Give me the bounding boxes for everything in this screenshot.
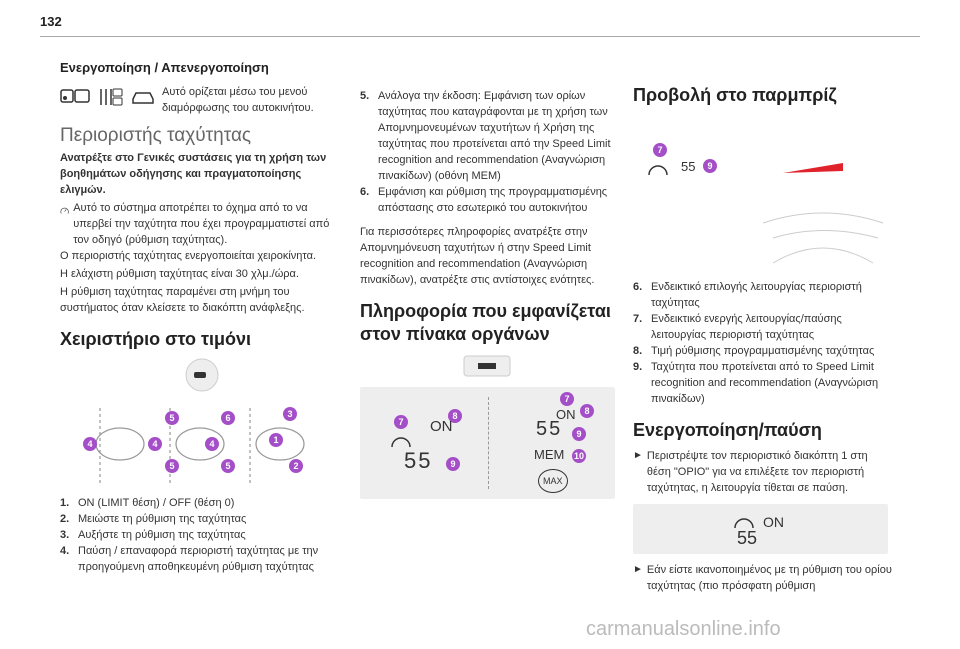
panel-on-label-2: ON <box>556 407 576 422</box>
activation-text: Αυτό ορίζεται μέσω του μενού διαμόρφωσης του αυτοκινήτου. <box>162 86 314 114</box>
watermark: carmanualsonline.info <box>586 618 781 640</box>
heading-activation-pause: Ενεργοποίηση/παύση <box>633 420 822 440</box>
steering-list <box>60 495 345 575</box>
svg-text:4: 4 <box>87 439 93 449</box>
heading-activation: Ενεργοποίηση / Απενεργοποίηση <box>60 60 269 75</box>
svg-text:4: 4 <box>209 439 215 449</box>
pause-panel <box>633 504 888 554</box>
settings-menu-icon <box>98 86 124 108</box>
instrument-panel-display <box>360 387 615 499</box>
body-text-4: Η ρύθμιση ταχύτητας παραμένει στη μνήμη του συστήματος όταν κλείσετε το διακόπτη ανάφλεξης. <box>60 286 305 314</box>
list-item: 9. Ταχύτητα που προτείνεται από το Speed Limit recognition and recommendation (Αναγνώριση πινακίδων) <box>633 361 879 405</box>
body-text-1: Αυτό το σύστημα αποτρέπει το όχημα από το να υπερβεί την ταχύτητα που έχει προγραμματιστεί από τον οδηγό (ρύθμιση ταχύτητας). <box>73 202 330 246</box>
instrument-panel-icon <box>360 352 615 382</box>
pause-block <box>633 448 893 496</box>
list-item: 4. Παύση / επαναφορά περιοριστή ταχύτητας με την προηγούμενη αποθηκευμένη ρύθμιση ταχύτητας <box>60 545 319 573</box>
panel-speed-value: 55 <box>404 448 433 473</box>
callout-8: 8 <box>580 404 594 418</box>
arrow-icon: ► <box>633 564 643 575</box>
steering-control-diagram <box>60 400 345 484</box>
dashboard-icon <box>60 86 92 108</box>
heading-steering-control: Χειριστήριο στο τιμόνι <box>60 329 252 349</box>
column-1 <box>60 50 345 575</box>
steering-wheel-icon <box>60 357 345 395</box>
panel-mem-label: MEM <box>534 447 565 462</box>
heading-speed-limiter: Περιοριστής ταχύτητας <box>60 125 252 146</box>
pause-on-label: ON <box>763 514 784 530</box>
list-item: 3. Αυξήστε τη ρύθμιση της ταχύτητας <box>60 529 246 541</box>
callout-8: 8 <box>448 409 462 423</box>
callout-9: 9 <box>446 457 460 471</box>
callout-9: 9 <box>572 427 586 441</box>
header-rule <box>40 36 920 37</box>
panel-max-label: MAX <box>538 469 568 493</box>
list-item: 6. Ενδεικτικό επιλογής λειτουργίας περιοριστή ταχύτητας <box>633 281 862 309</box>
list-item: 5. Ανάλογα την έκδοση: Εμφάνιση των ορίων ταχύτητας που καταγράφονται με τη χρήση των Απομνημονευμένων ταχυτήτων ή Χρήση της ταχύτητας που προτείνεται από την Speed Limit recognition and recommendation (Αναγνώριση πινακίδων) (οθόνη MEM) <box>360 90 611 182</box>
callout-10: 10 <box>573 451 584 461</box>
hud-speed-value: 55 <box>681 159 696 174</box>
svg-text:1: 1 <box>273 435 279 445</box>
speed-limiter-icon <box>60 200 69 222</box>
pause-text: Περιστρέψτε τον περιοριστικό διακόπτη 1 στη θέση "OPIO" για να επιλέξετε τον περιοριστή ταχύτητας, η λειτουργία τίθεται σε παύση. <box>646 450 868 494</box>
limiter-block <box>60 200 345 248</box>
menu-icons <box>60 86 156 108</box>
callout-7: 7 <box>653 143 667 157</box>
page-number: 132 <box>40 14 62 29</box>
column-3 <box>633 50 893 594</box>
list-item: 7. Ενδεικτικό ενεργής λειτουργίας/παύσης λειτουργίας περιοριστή ταχύτητας <box>633 313 842 341</box>
heading-windscreen-display: Προβολή στο παρμπρίζ <box>633 85 837 105</box>
last-block <box>633 562 893 594</box>
callout-7: 7 <box>394 415 408 429</box>
arrow-icon: ► <box>633 450 643 461</box>
callout-7: 7 <box>560 392 574 406</box>
limiter-gauge-icon <box>390 431 412 449</box>
list-item: 1. ON (LIMIT θέση) / OFF (θέση 0) <box>60 497 235 509</box>
column-2 <box>360 50 615 499</box>
svg-text:6: 6 <box>225 413 231 423</box>
panel-on-label: ON <box>430 418 453 435</box>
panel-speed-value-2: 55 <box>536 418 563 440</box>
car-icon <box>130 86 156 108</box>
svg-text:2: 2 <box>293 461 299 471</box>
activation-block <box>60 84 345 116</box>
svg-text:4: 4 <box>152 439 158 449</box>
body-text-2: Ο περιοριστής ταχύτητας ενεργοποιείται χειροκίνητα. <box>60 250 317 262</box>
more-info-text: Για περισσότερες πληροφορίες ανατρέξτε στην Απομνημόνευση ταχυτήτων ή στην Speed Limit recognition and recommendation (Αναγνώριση πινακίδων), ανατρέξτε στις αντίστοιχες ενότητες. <box>360 226 595 286</box>
list-item: 6. Εμφάνιση και ρύθμιση της προγραμματισμένης απόστασης στο εσωτερικό του αυτοκινήτου <box>360 186 608 214</box>
intro-text: Ανατρέξτε στο Γενικές συστάσεις για τη χρήση των βοηθημάτων οδήγησης και πραγματοποίησης ελιγμών. <box>60 152 327 196</box>
windscreen-list <box>633 279 893 407</box>
svg-text:5: 5 <box>225 461 231 471</box>
svg-text:5: 5 <box>169 413 175 423</box>
body-text-3: Η ελάχιστη ρύθμιση ταχύτητας είναι 30 χλμ./ώρα. <box>60 268 299 280</box>
list-item: 8. Τιμή ρύθμισης προγραμματισμένης ταχύτητας <box>633 345 875 357</box>
svg-text:3: 3 <box>287 409 293 419</box>
pause-speed-value: 55 <box>737 528 758 548</box>
list-item: 2. Μειώστε τη ρύθμιση της ταχύτητας <box>60 513 247 525</box>
svg-text:5: 5 <box>169 461 175 471</box>
version-list <box>360 88 615 216</box>
heading-instrument-panel: Πληροφορία που εμφανίζεται στον πίνακα οργάνων <box>360 301 611 344</box>
panel-divider <box>488 397 489 489</box>
callout-9: 9 <box>703 159 717 173</box>
dashboard-outline <box>633 113 893 273</box>
last-text: Εάν είστε ικανοποιημένος με τη ρύθμιση του ορίου ταχύτητας (πιο πρόσφατη ρύθμιση <box>646 564 892 592</box>
windscreen-diagram <box>633 113 893 273</box>
